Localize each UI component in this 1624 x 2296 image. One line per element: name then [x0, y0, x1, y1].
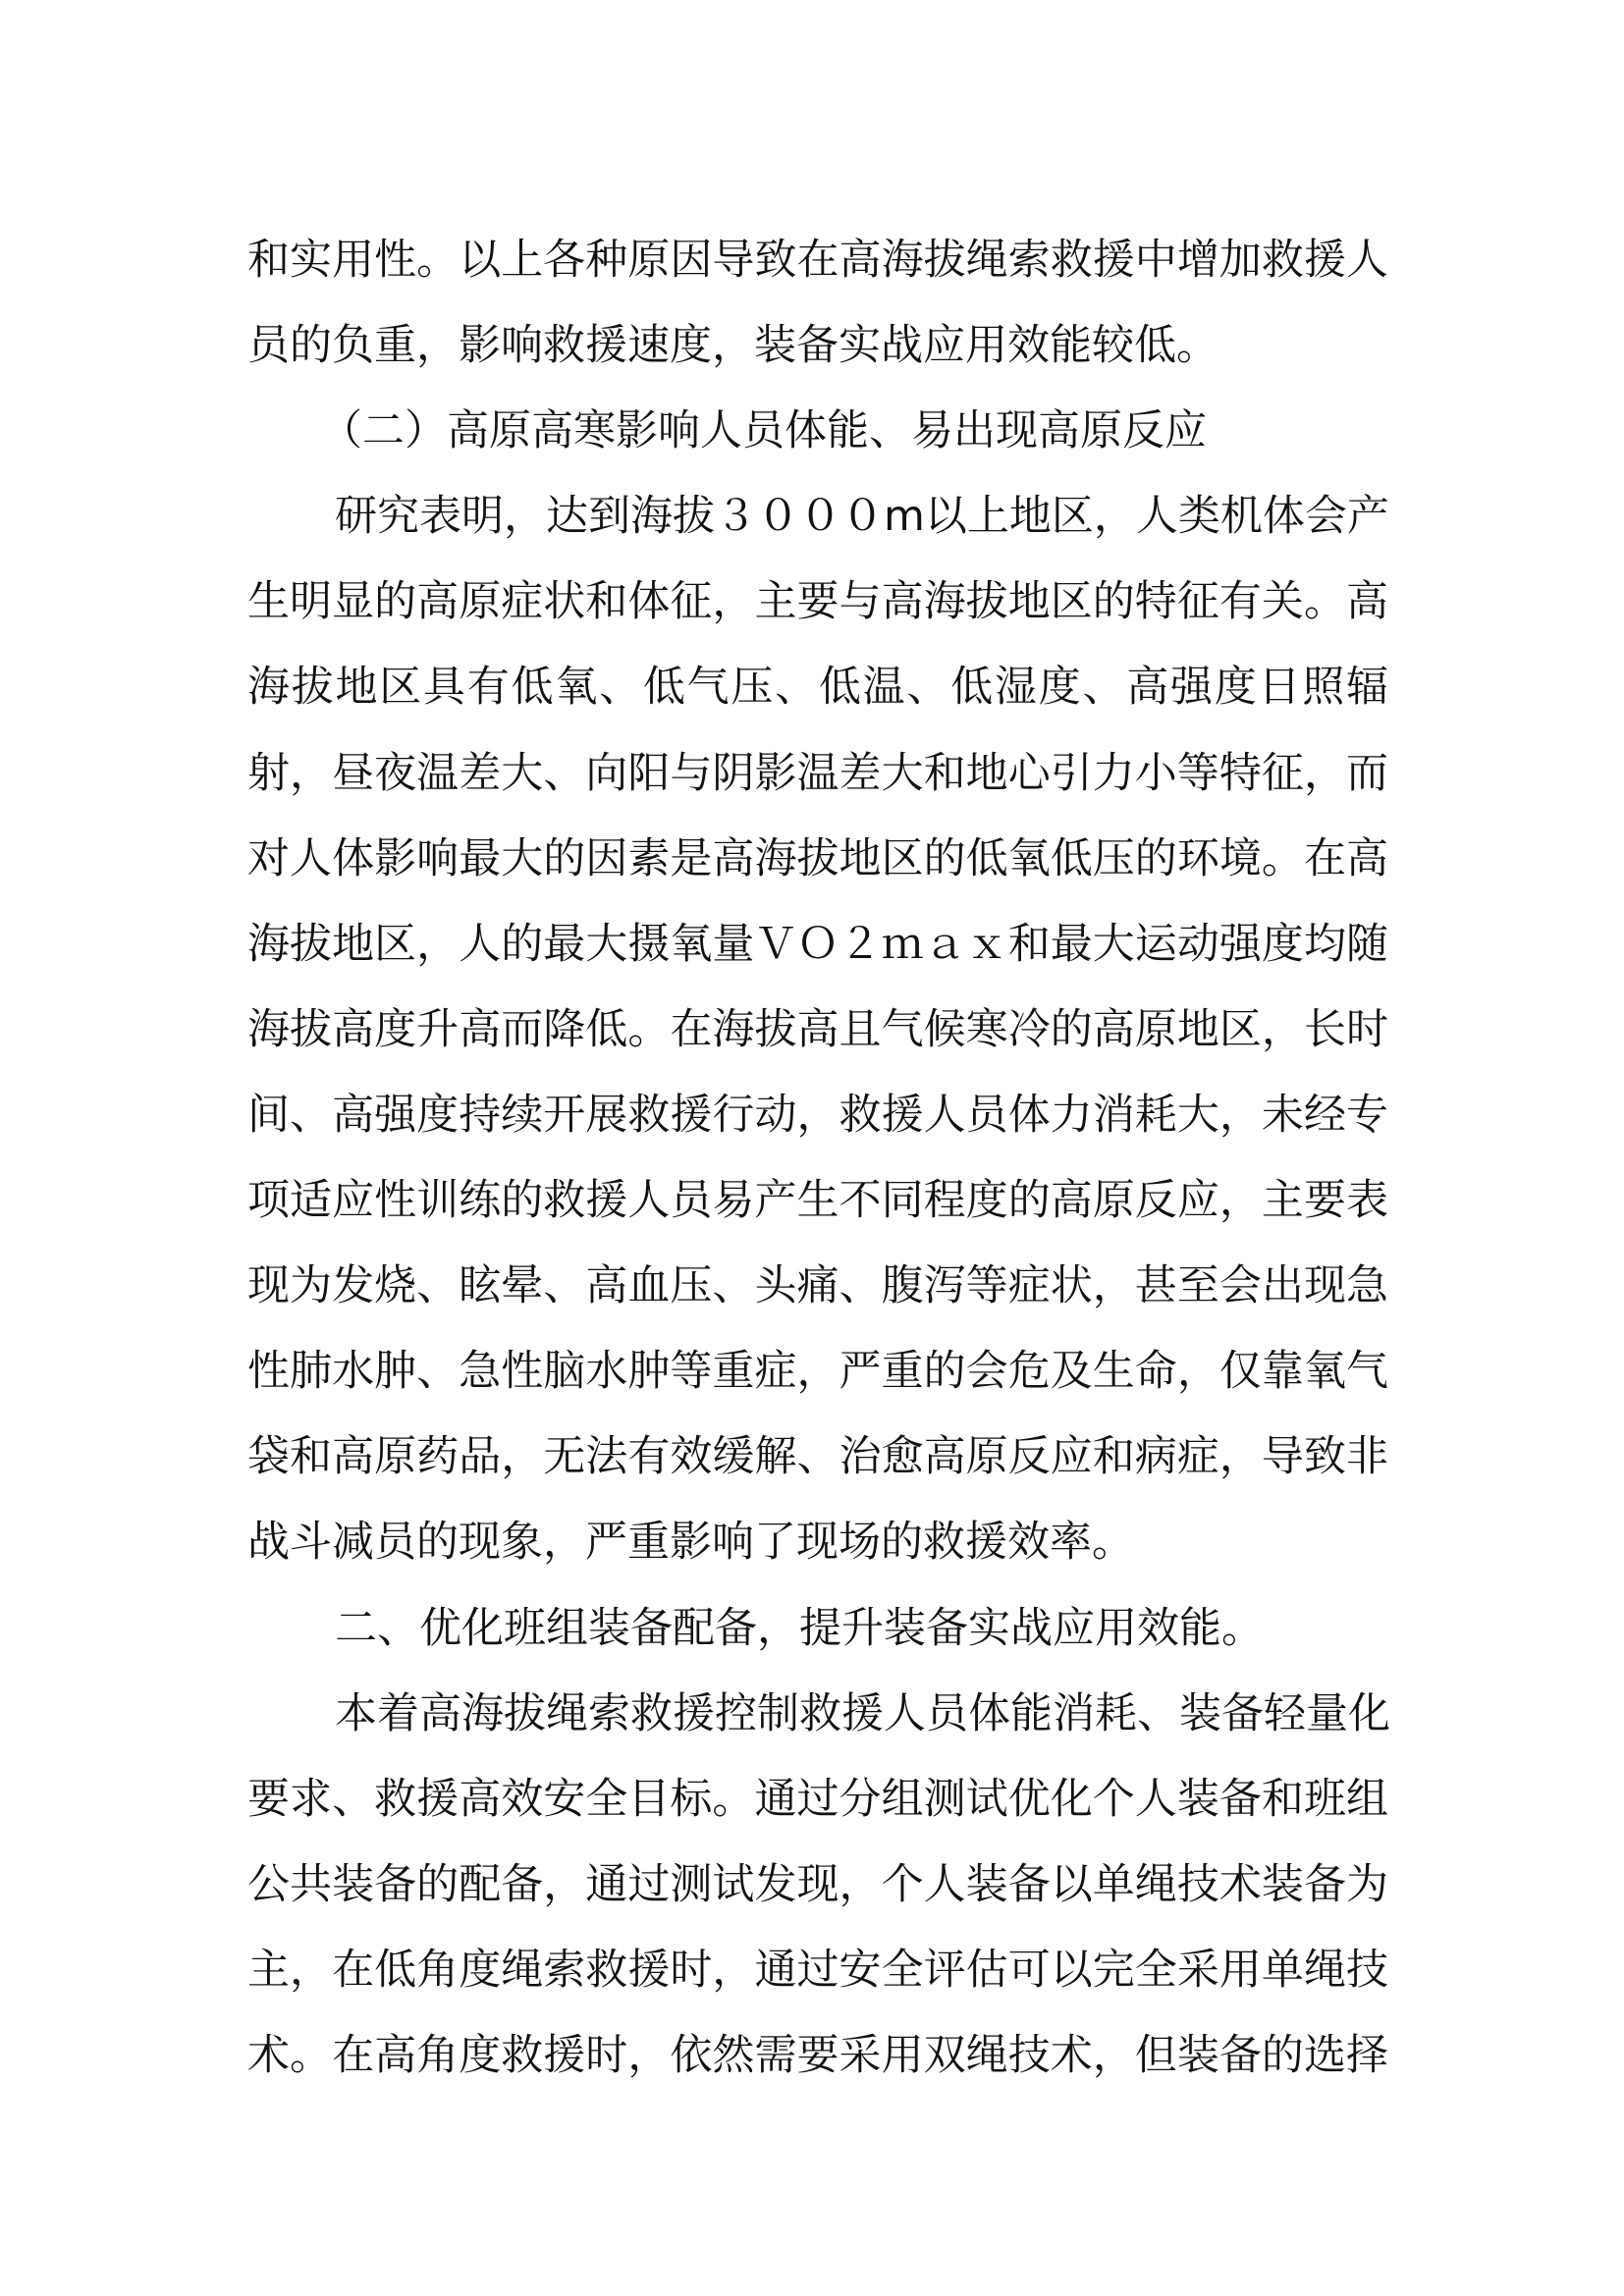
paragraph-line: 术。在高角度救援时，依然需要采用双绳技术，但装备的选择: [247, 2030, 1388, 2080]
paragraph-line: 本着高海拔绳索救援控制救援人员体能消耗、装备轻量化: [335, 1688, 1390, 1738]
paragraph-line: 间、高强度持续开展救援行动，救援人员体力消耗大，未经专: [247, 1090, 1388, 1140]
section-heading: （二）高原高寒影响人员体能、易出现高原反应: [320, 406, 1207, 456]
paragraph-line: 射，昼夜温差大、向阳与阴影温差大和地心引力小等特征，而: [247, 748, 1388, 798]
paragraph-line: 现为发烧、眩晕、高血压、头痛、腹泻等症状，甚至会出现急: [247, 1261, 1388, 1311]
paragraph-line: 项适应性训练的救援人员易产生不同程度的高原反应，主要表: [247, 1176, 1388, 1226]
paragraph-line: 公共装备的配备，通过测试发现，个人装备以单绳技术装备为: [247, 1859, 1388, 1909]
paragraph-line: 海拔地区具有低氧、低气压、低温、低湿度、高强度日照辐: [247, 663, 1388, 713]
paragraph-line: 要求、救援高效安全目标。通过分组测试优化个人装备和班组: [247, 1774, 1388, 1824]
paragraph-line: 战斗减员的现象，严重影响了现场的救援效率。: [247, 1518, 1134, 1568]
paragraph-line: 性肺水肿、急性脑水肿等重症，严重的会危及生命，仅靠氧气: [247, 1347, 1388, 1397]
paragraph-line: 员的负重，影响救援速度，装备实战应用效能较低。: [247, 321, 1218, 371]
paragraph-line: 袋和高原药品，无法有效缓解、治愈高原反应和病症，导致非: [247, 1432, 1388, 1482]
paragraph-line: 研究表明，达到海拔３０００m以上地区，人类机体会产: [335, 492, 1389, 542]
paragraph-line: 海拔地区，人的最大摄氧量ＶＯ２ｍａｘ和最大运动强度均随: [247, 919, 1388, 969]
paragraph-line: 对人体影响最大的因素是高海拔地区的低氧低压的环境。在高: [247, 833, 1388, 883]
paragraph-line: 和实用性。以上各种原因导致在高海拔绳索救援中增加救援人: [247, 236, 1388, 285]
paragraph-line: 主，在低角度绳索救援时，通过安全评估可以完全采用单绳技: [247, 1945, 1388, 1995]
section-heading: 二、优化班组装备配备，提升装备实战应用效能。: [335, 1603, 1264, 1653]
paragraph-line: 海拔高度升高而降低。在海拔高且气候寒冷的高原地区，长时: [247, 1004, 1388, 1054]
paragraph-line: 生明显的高原症状和体征，主要与高海拔地区的特征有关。高: [247, 577, 1388, 627]
document-page: [247, 218, 1388, 2099]
